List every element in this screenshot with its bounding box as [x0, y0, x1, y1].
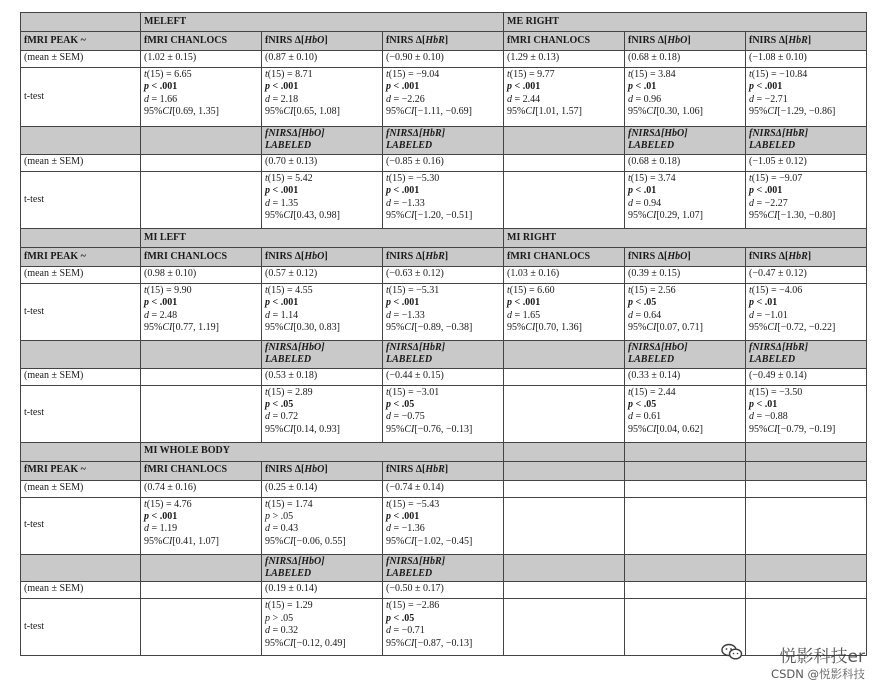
t-stat-line: t(15) = 5.42	[265, 172, 313, 184]
section-mi-whole-body: MI WHOLE BODY	[141, 442, 504, 461]
watermark	[721, 638, 871, 686]
mean-cell: (−0.50 ± 0.17)	[383, 582, 504, 599]
ci-line: 95%CI[0.04, 0.62]	[628, 423, 704, 435]
effect-size-line: d = 1.65	[507, 309, 541, 321]
mean-cell: (0.68 ± 0.18)	[625, 51, 746, 68]
section-me-left: MELEFT	[141, 13, 504, 32]
col-fnirs-hbr: fNIRS Δ[HbR]	[746, 247, 867, 266]
t-stat-line: t(15) = 9.90	[144, 284, 192, 296]
col-fnirs-hbr: fNIRS Δ[HbR]	[383, 247, 504, 266]
col-fmri-chanlocs: fMRI CHANLOCS	[141, 32, 262, 51]
t-stat-line: t(15) = 2.56	[628, 284, 676, 296]
effect-size-line: d = 0.96	[628, 93, 662, 105]
t-stat-line: t(15) = −5.30	[386, 172, 440, 184]
fmri-peak-label: fMRI PEAK ~	[21, 461, 141, 480]
mean-cell: (−1.05 ± 0.12)	[746, 154, 867, 171]
t-stat-line: t(15) = 4.55	[265, 284, 313, 296]
section-header-row	[21, 13, 867, 32]
ci-line: 95%CI[0.07, 0.71]	[628, 322, 704, 334]
mean-cell: (0.87 ± 0.10)	[262, 51, 383, 68]
ci-line: 95%CI[−1.02, −0.45]	[386, 535, 473, 547]
p-value-line: p < .001	[507, 297, 541, 309]
ttest-row	[21, 171, 867, 228]
ci-line: 95%CI[−1.30, −0.80]	[749, 210, 836, 222]
ci-line: 95%CI[−1.20, −0.51]	[386, 210, 473, 222]
mean-row	[21, 51, 867, 68]
p-value-line: p > .05	[265, 511, 294, 523]
ci-line: 95%CI[−0.89, −0.38]	[386, 322, 473, 334]
ci-line: 95%CI[−0.87, −0.13]	[386, 637, 473, 649]
mean-sem-label: (mean ± SEM)	[21, 582, 141, 599]
stat-cell	[262, 497, 383, 554]
mean-cell: (−0.90 ± 0.10)	[383, 51, 504, 68]
mean-row	[21, 266, 867, 283]
mean-cell: (−0.49 ± 0.14)	[746, 368, 867, 385]
p-value-line: p < .001	[144, 297, 178, 309]
section-header-row	[21, 228, 867, 247]
effect-size-line: d = −0.71	[386, 625, 425, 637]
section-mi-left: MI LEFT	[141, 228, 504, 247]
mean-sem-label: (mean ± SEM)	[21, 154, 141, 171]
effect-size-line: d = 0.43	[265, 523, 299, 535]
stat-cell	[141, 283, 262, 340]
p-value-line: p < .01	[749, 399, 778, 411]
col-fnirs-hbr-labeled: fNIRSΔ[HbR] LABELED	[746, 340, 867, 368]
t-stat-line: t(15) = 3.84	[628, 69, 676, 80]
ci-line: 95%CI[−0.72, −0.22]	[749, 322, 836, 334]
mean-cell: (−1.08 ± 0.10)	[746, 51, 867, 68]
effect-size-line: d = 2.48	[144, 309, 178, 321]
p-value-line: p < .001	[265, 185, 299, 197]
ci-line: 95%CI[−0.79, −0.19]	[749, 423, 836, 435]
effect-size-line: d = 2.18	[265, 93, 299, 105]
p-value-line: p < .001	[749, 81, 783, 93]
effect-size-line: d = 0.32	[265, 625, 299, 637]
mean-cell: (0.19 ± 0.14)	[262, 582, 383, 599]
section-me-right: ME RIGHT	[504, 13, 867, 32]
stat-cell	[625, 68, 746, 127]
col-fnirs-hbo: fNIRS Δ[HbO]	[262, 32, 383, 51]
col-fnirs-hbo: fNIRS Δ[HbO]	[625, 32, 746, 51]
effect-size-line: d = −1.01	[749, 309, 788, 321]
ci-line: 95%CI[0.77, 1.19]	[144, 322, 220, 334]
p-value-line: p > .05	[265, 612, 294, 624]
stat-cell	[262, 599, 383, 656]
effect-size-line: d = −1.33	[386, 197, 425, 209]
p-value-line: p < .05	[386, 612, 415, 624]
stat-cell	[383, 497, 504, 554]
stat-cell	[262, 68, 383, 127]
col-fmri-chanlocs: fMRI CHANLOCS	[141, 247, 262, 266]
t-stat-line: t(15) = −9.07	[749, 172, 803, 184]
effect-size-line: d = −1.33	[386, 309, 425, 321]
results-table	[20, 12, 867, 656]
ci-line: 95%CI[1.01, 1.57]	[507, 106, 583, 118]
t-stat-line: t(15) = −4.06	[749, 284, 803, 296]
mean-cell: (0.70 ± 0.13)	[262, 154, 383, 171]
effect-size-line: d = 0.64	[628, 309, 662, 321]
fmri-peak-label: fMRI PEAK ~	[21, 247, 141, 266]
col-fnirs-hbo-labeled: fNIRSΔ[HbO] LABELED	[625, 340, 746, 368]
col-fnirs-hbo-labeled: fNIRSΔ[HbO] LABELED	[262, 554, 383, 582]
mean-sem-label: (mean ± SEM)	[21, 480, 141, 497]
stat-cell	[383, 171, 504, 228]
stat-cell	[141, 68, 262, 127]
mean-cell: (0.68 ± 0.18)	[625, 154, 746, 171]
effect-size-line: d = 1.66	[144, 93, 178, 105]
ci-line: 95%CI[0.65, 1.08]	[265, 106, 341, 118]
ttest-label: t-test	[21, 283, 141, 340]
col-fmri-chanlocs: fMRI CHANLOCS	[504, 32, 625, 51]
p-value-line: p < .05	[628, 297, 657, 309]
p-value-line: p < .05	[265, 399, 294, 411]
ci-line: 95%CI[−0.12, 0.49]	[265, 637, 346, 649]
ci-line: 95%CI[0.69, 1.35]	[144, 106, 220, 118]
p-value-line: p < .001	[265, 81, 299, 93]
p-value-line: p < .01	[628, 81, 657, 93]
stat-cell	[504, 283, 625, 340]
effect-size-line: d = −0.88	[749, 411, 788, 423]
ci-line: 95%CI[0.41, 1.07]	[144, 535, 220, 547]
p-value-line: p < .001	[386, 81, 420, 93]
ci-line: 95%CI[−1.29, −0.86]	[749, 106, 836, 118]
t-stat-line: t(15) = 6.60	[507, 284, 555, 296]
ci-line: 95%CI[0.70, 1.36]	[507, 322, 583, 334]
col-fnirs-hbr: fNIRS Δ[HbR]	[383, 32, 504, 51]
col-fnirs-hbr-labeled: fNIRSΔ[HbR] LABELED	[746, 127, 867, 155]
effect-size-line: d = −2.71	[749, 93, 788, 105]
ttest-row	[21, 68, 867, 127]
mean-cell: (0.33 ± 0.14)	[625, 368, 746, 385]
labeled-header-row	[21, 340, 867, 368]
ttest-label: t-test	[21, 497, 141, 554]
section-header-row	[21, 442, 867, 461]
p-value-line: p < .001	[386, 185, 420, 197]
mean-cell: (0.98 ± 0.10)	[141, 266, 262, 283]
mean-cell: (1.02 ± 0.15)	[141, 51, 262, 68]
ttest-row	[21, 385, 867, 442]
stat-cell	[625, 385, 746, 442]
col-fnirs-hbo: fNIRS Δ[HbO]	[625, 247, 746, 266]
effect-size-line: d = −2.26	[386, 93, 425, 105]
watermark-line1: 悦影科技er	[779, 647, 865, 667]
labeled-header-row	[21, 127, 867, 155]
stat-cell	[262, 385, 383, 442]
effect-size-line: d = 2.44	[507, 93, 541, 105]
ttest-label: t-test	[21, 68, 141, 127]
t-stat-line: t(15) = −5.31	[386, 284, 440, 296]
p-value-line: p < .001	[144, 81, 178, 93]
mean-sem-label: (mean ± SEM)	[21, 51, 141, 68]
stat-cell	[746, 68, 867, 127]
col-fnirs-hbo-labeled: fNIRSΔ[HbO] LABELED	[625, 127, 746, 155]
effect-size-line: d = 0.94	[628, 197, 662, 209]
col-fnirs-hbo: fNIRS Δ[HbO]	[262, 461, 383, 480]
t-stat-line: t(15) = 6.65	[144, 69, 192, 80]
stat-cell	[262, 283, 383, 340]
column-header-row	[21, 247, 867, 266]
p-value-line: p < .001	[386, 297, 420, 309]
effect-size-line: d = 1.14	[265, 309, 299, 321]
p-value-line: p < .01	[749, 297, 778, 309]
mean-cell: (0.74 ± 0.16)	[141, 480, 262, 497]
t-stat-line: t(15) = 1.74	[265, 498, 313, 510]
t-stat-line: t(15) = −3.50	[749, 386, 803, 398]
col-fnirs-hbo: fNIRS Δ[HbO]	[262, 247, 383, 266]
t-stat-line: t(15) = −2.86	[386, 600, 440, 612]
t-stat-line: t(15) = −3.01	[386, 386, 440, 398]
labeled-header-row	[21, 554, 867, 582]
col-fnirs-hbo-labeled: fNIRSΔ[HbO] LABELED	[262, 127, 383, 155]
mean-cell: (1.03 ± 0.16)	[504, 266, 625, 283]
effect-size-line: d = 1.19	[144, 523, 178, 535]
t-stat-line: t(15) = 9.77	[507, 69, 555, 80]
stat-cell	[746, 283, 867, 340]
stat-cell	[746, 171, 867, 228]
stat-cell	[625, 171, 746, 228]
t-stat-line: t(15) = 3.74	[628, 172, 676, 184]
column-header-row	[21, 461, 867, 480]
stat-cell	[383, 68, 504, 127]
ci-line: 95%CI[0.14, 0.93]	[265, 423, 341, 435]
ttest-row	[21, 497, 867, 554]
ttest-label: t-test	[21, 599, 141, 656]
p-value-line: p < .001	[749, 185, 783, 197]
ci-line: 95%CI[−1.11, −0.69]	[386, 106, 472, 118]
mean-row	[21, 480, 867, 497]
stat-cell	[746, 385, 867, 442]
mean-cell: (−0.44 ± 0.15)	[383, 368, 504, 385]
mean-cell: (−0.47 ± 0.12)	[746, 266, 867, 283]
mean-cell: (0.25 ± 0.14)	[262, 480, 383, 497]
stat-cell	[504, 68, 625, 127]
effect-size-line: d = −2.27	[749, 197, 788, 209]
t-stat-line: t(15) = 1.29	[265, 600, 313, 612]
ci-line: 95%CI[0.29, 1.07]	[628, 210, 704, 222]
t-stat-line: t(15) = 2.89	[265, 386, 313, 398]
mean-cell: (−0.85 ± 0.16)	[383, 154, 504, 171]
stat-cell	[383, 385, 504, 442]
stat-cell	[141, 497, 262, 554]
effect-size-line: d = 0.72	[265, 411, 299, 423]
mean-cell: (1.29 ± 0.13)	[504, 51, 625, 68]
mean-row	[21, 368, 867, 385]
fmri-peak-label: fMRI PEAK ~	[21, 32, 141, 51]
effect-size-line: d = 0.61	[628, 411, 662, 423]
col-fnirs-hbr: fNIRS Δ[HbR]	[746, 32, 867, 51]
stat-cell	[383, 599, 504, 656]
ttest-row	[21, 283, 867, 340]
p-value-line: p < .05	[628, 399, 657, 411]
ttest-label: t-test	[21, 385, 141, 442]
p-value-line: p < .001	[144, 511, 178, 523]
mean-sem-label: (mean ± SEM)	[21, 266, 141, 283]
effect-size-line: d = −1.36	[386, 523, 425, 535]
ttest-label: t-test	[21, 171, 141, 228]
p-value-line: p < .001	[507, 81, 541, 93]
col-fnirs-hbr: fNIRS Δ[HbR]	[383, 461, 504, 480]
col-fnirs-hbr-labeled: fNIRSΔ[HbR] LABELED	[383, 127, 504, 155]
mean-cell: (0.39 ± 0.15)	[625, 266, 746, 283]
section-mi-right: MI RIGHT	[504, 228, 867, 247]
effect-size-line: d = 1.35	[265, 197, 299, 209]
p-value-line: p < .001	[265, 297, 299, 309]
col-fnirs-hbr-labeled: fNIRSΔ[HbR] LABELED	[383, 554, 504, 582]
col-fmri-chanlocs: fMRI CHANLOCS	[504, 247, 625, 266]
t-stat-line: t(15) = −10.84	[749, 69, 808, 80]
p-value-line: p < .01	[628, 185, 657, 197]
col-fmri-chanlocs: fMRI CHANLOCS	[141, 461, 262, 480]
mean-sem-label: (mean ± SEM)	[21, 368, 141, 385]
mean-cell: (−0.63 ± 0.12)	[383, 266, 504, 283]
mean-cell: (0.57 ± 0.12)	[262, 266, 383, 283]
watermark-line2: CSDN @悦影科技	[771, 667, 865, 681]
t-stat-line: t(15) = 4.76	[144, 498, 192, 510]
column-header-row	[21, 32, 867, 51]
effect-size-line: d = −0.75	[386, 411, 425, 423]
ci-line: 95%CI[0.30, 1.06]	[628, 106, 704, 118]
stat-cell	[383, 283, 504, 340]
mean-row	[21, 582, 867, 599]
ci-line: 95%CI[0.43, 0.98]	[265, 210, 341, 222]
t-stat-line: t(15) = 8.71	[265, 69, 313, 80]
col-fnirs-hbr-labeled: fNIRSΔ[HbR] LABELED	[383, 340, 504, 368]
col-fnirs-hbo-labeled: fNIRSΔ[HbO] LABELED	[262, 340, 383, 368]
ci-line: 95%CI[−0.76, −0.13]	[386, 423, 473, 435]
ci-line: 95%CI[0.30, 0.83]	[265, 322, 341, 334]
mean-row	[21, 154, 867, 171]
wechat-bubbles-icon	[721, 643, 743, 661]
mean-cell: (0.53 ± 0.18)	[262, 368, 383, 385]
t-stat-line: t(15) = 2.44	[628, 386, 676, 398]
stat-cell	[625, 283, 746, 340]
t-stat-line: t(15) = −9.04	[386, 69, 440, 80]
stat-cell	[262, 171, 383, 228]
p-value-line: p < .001	[386, 511, 420, 523]
p-value-line: p < .05	[386, 399, 415, 411]
ci-line: 95%CI[−0.06, 0.55]	[265, 535, 346, 547]
mean-cell: (−0.74 ± 0.14)	[383, 480, 504, 497]
t-stat-line: t(15) = −5.43	[386, 498, 440, 510]
